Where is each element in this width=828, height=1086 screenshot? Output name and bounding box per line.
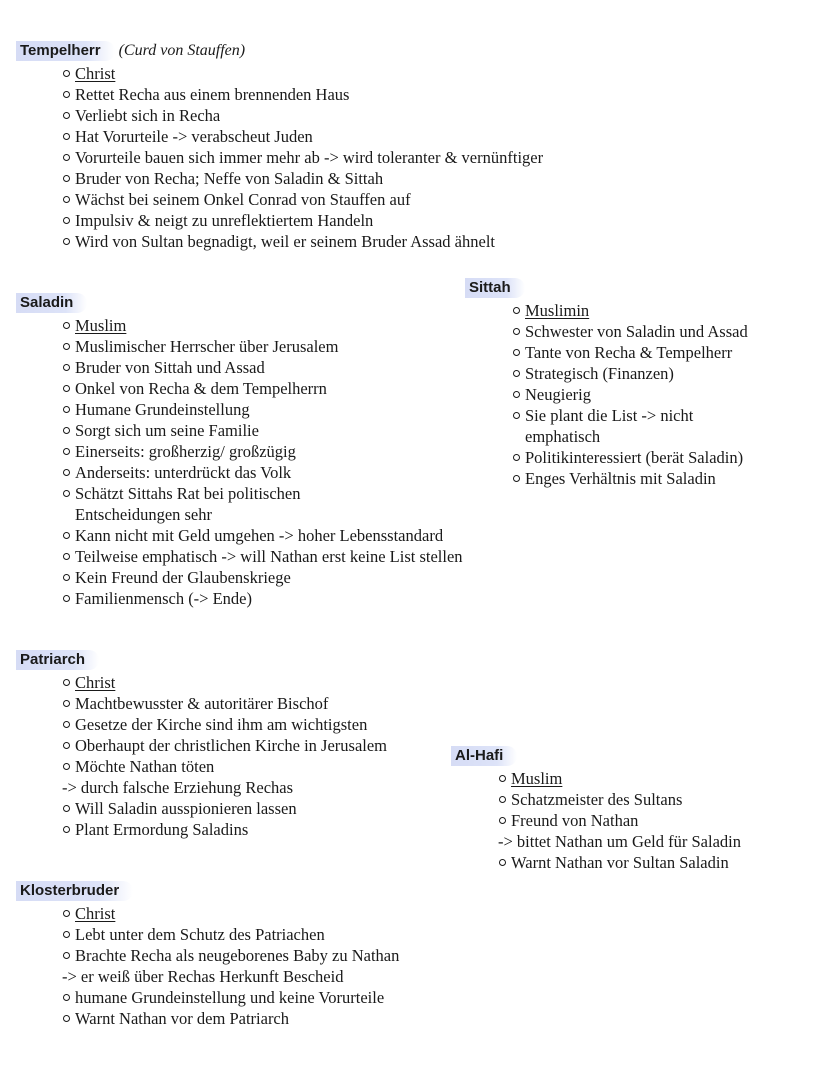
list-item: Plant Ermordung Saladins <box>75 819 387 840</box>
list-item: Schatzmeister des Sultans <box>511 789 741 810</box>
section-sittah <box>469 278 748 489</box>
list-item: Neugierig <box>525 384 748 405</box>
trait-list <box>62 672 388 840</box>
list-item: Wächst bei seinem Onkel Conrad von Stauffen auf <box>75 189 543 210</box>
trait-list <box>498 768 741 873</box>
list-item: Gesetze der Kirche sind ihm am wichtigsten <box>75 714 387 735</box>
list-item: Christ <box>75 63 543 84</box>
section-title: Klosterbruder <box>16 881 133 901</box>
list-item: Bruder von Recha; Neffe von Saladin & Sittah <box>75 168 543 189</box>
list-item: Vorurteile bauen sich immer mehr ab -> wird toleranter & vernünftiger <box>75 148 544 167</box>
trait-list <box>75 315 463 609</box>
list-item: Teilweise emphatisch -> will Nathan erst keine List stellen <box>75 547 463 566</box>
list-item: Christ <box>75 672 387 693</box>
list-item: Möchte Nathan töten <box>75 756 387 777</box>
list-item: Schwester von Saladin und Assad <box>525 322 748 341</box>
list-item-continuation: Entscheidungen sehr <box>75 505 213 524</box>
list-item: Machtbewusster & autoritärer Bischof <box>75 693 387 714</box>
list-item: Christ <box>75 903 399 924</box>
trait-list <box>525 300 748 489</box>
trait-list <box>62 903 400 1029</box>
list-item: Will Saladin ausspionieren lassen <box>75 798 387 819</box>
list-item: Lebt unter dem Schutz des Patriachen <box>75 924 399 945</box>
list-item-continuation: emphatisch <box>525 427 601 446</box>
section-title: Saladin <box>16 293 87 313</box>
list-item: Sorgt sich um seine Familie <box>75 420 463 441</box>
list-item: Rettet Recha aus einem brennenden Haus <box>75 84 543 105</box>
list-item: Muslim <box>511 768 741 789</box>
list-item: humane Grundeinstellung und keine Vorurteile <box>75 987 399 1008</box>
list-item: Hat Vorurteile -> verabscheut Juden <box>75 126 543 147</box>
section-saladin <box>20 293 463 609</box>
section-title: Sittah <box>465 278 525 298</box>
list-item: Strategisch (Finanzen) <box>525 363 748 384</box>
list-item: Oberhaupt der christlichen Kirche in Jerusalem <box>75 736 388 755</box>
list-item-arrow: -> durch falsche Erziehung Rechas <box>62 778 294 797</box>
list-item: Impulsiv & neigt zu unreflektiertem Handeln <box>75 210 543 231</box>
list-item: Muslimischer Herrscher über Jerusalem <box>75 336 463 357</box>
list-item: Onkel von Recha & dem Tempelherrn <box>75 378 463 399</box>
section-al-hafi <box>455 746 741 873</box>
list-item: Brachte Recha als neugeborenes Baby zu Nathan <box>75 946 400 965</box>
list-item: Schätzt Sittahs Rat bei politischen <box>75 483 463 504</box>
section-tempelherr <box>20 41 543 252</box>
list-item: Enges Verhältnis mit Saladin <box>525 468 748 489</box>
list-item-arrow: -> er weiß über Rechas Herkunft Bescheid <box>62 967 344 986</box>
section-title: Tempelherr <box>16 41 115 61</box>
section-title: Patriarch <box>16 650 99 670</box>
list-item: Wird von Sultan begnadigt, weil er seinem Bruder Assad ähnelt <box>75 231 543 252</box>
list-item: Verliebt sich in Recha <box>75 105 543 126</box>
section-title: Al-Hafi <box>451 746 517 766</box>
list-item: Freund von Nathan <box>511 810 741 831</box>
list-item: Tante von Recha & Tempelherr <box>525 342 748 363</box>
list-item: Bruder von Sittah und Assad <box>75 357 463 378</box>
list-item: Kann nicht mit Geld umgehen -> hoher Lebensstandard <box>75 525 463 546</box>
list-item: Einerseits: großherzig/ großzügig <box>75 441 463 462</box>
list-item: Politikinteressiert (berät Saladin) <box>525 447 748 468</box>
section-klosterbruder <box>20 881 399 1029</box>
trait-list <box>75 63 543 252</box>
list-item: Anderseits: unterdrückt das Volk <box>75 462 463 483</box>
list-item: Warnt Nathan vor Sultan Saladin <box>511 852 741 873</box>
list-item: Humane Grundeinstellung <box>75 399 463 420</box>
section-patriarch <box>20 650 387 840</box>
list-item: Familienmensch (-> Ende) <box>75 588 463 609</box>
list-item: Muslim <box>75 315 463 336</box>
list-item: Muslimin <box>525 300 748 321</box>
list-item: Warnt Nathan vor dem Patriarch <box>75 1008 399 1029</box>
section-subtitle: (Curd von Stauffen) <box>118 42 246 59</box>
list-item: Sie plant die List -> nicht <box>525 405 748 426</box>
list-item: Kein Freund der Glaubenskriege <box>75 567 463 588</box>
list-item-arrow: -> bittet Nathan um Geld für Saladin <box>498 832 741 851</box>
